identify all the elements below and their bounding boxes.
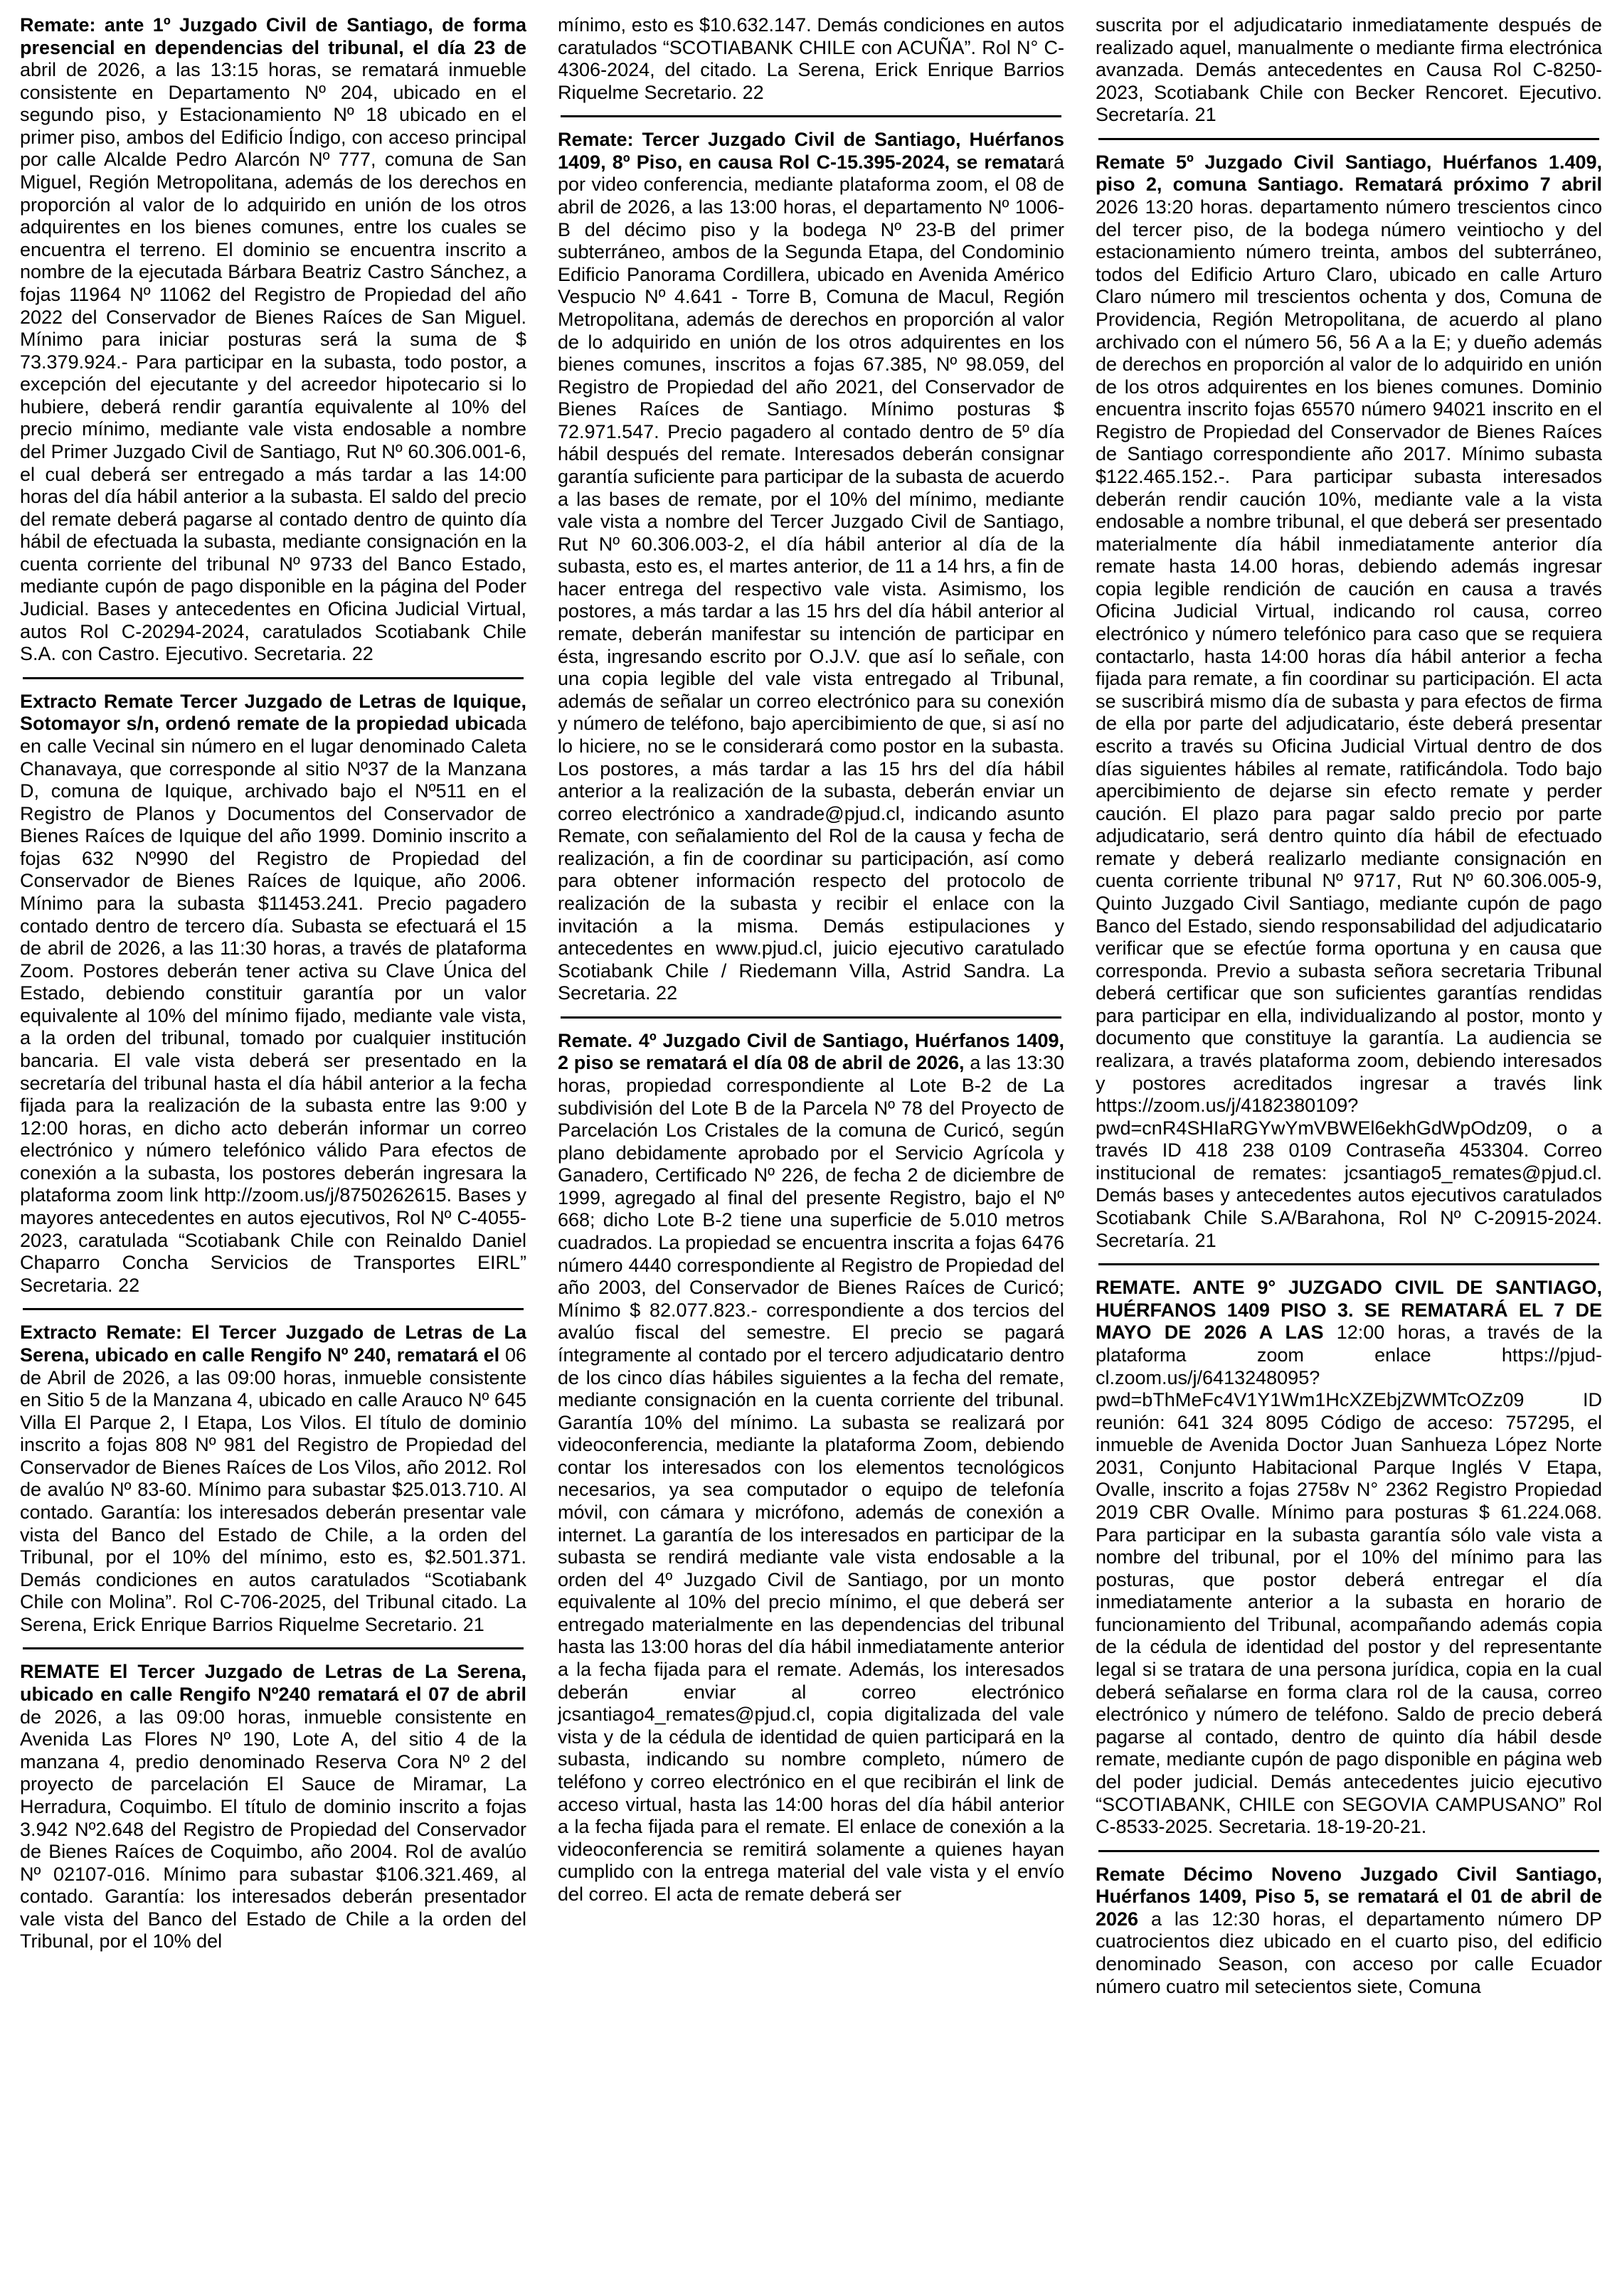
notice-separator	[1098, 138, 1599, 140]
notice-continuation	[1096, 14, 1602, 127]
notice-body: da en calle Vecinal sin número en el lugar denominado Caleta Chanavaya, que corresponde al sitio Nº37 de la Manzana D, comuna de Iquique, archivado bajo el Nº511 en el Registro de Planos y Documentos del Conservador de Bienes Raíces de Iquique del año 1999. Dominio inscrito a fojas 632 Nº990 del Registro de Propiedad del Conservador de Bienes Raíces de Iquique, año 2006. Mínimo para la subasta $11453.241. Precio pagadero contado dentro de tercero día. Subasta se efectuará el 15 de abril de 2026, a las 11:30 horas, a través de plataforma Zoom. Postores deberán tener activa su Clave Única del Estado, debiendo constituir garantía por un valor equivalente al 10% del mínimo fijado, mediante vale vista, a la orden del tribunal, tomado por cualquier institución bancaria. El vale vista deberá ser presentado en la secretaría del tribunal hasta el día hábil anterior a la fecha fijada para la realización de la subasta entre las 9:00 y 12:00 horas, en dicho acto deberán informar un correo electrónico y número telefónico válido Para efectos de conexión a la subasta, los postores deberán ingresara la plataforma zoom link http://zoom.us/j/8750262615. Bases y mayores antecedentes en autos ejecutivos, Rol Nº C-4055-2023, caratulada “Scotiabank Chile con Reinaldo Daniel Chaparro Concha Servicios de Transportes EIRL” Secretaria. 22	[20, 713, 526, 1296]
notice-separator	[561, 115, 1061, 117]
notice-body: suscrita por el adjudicatario inmediatamente después de realizado aquel, manualmente o mediante firma electrónica avanzada. Demás antecedentes en Causa Rol C-8250-2023, Scotiabank Chile con Becker Rencoret. Ejecutivo. Secretaría. 21	[1096, 14, 1602, 126]
notice-body: rá por video conferencia, mediante plataforma zoom, el 08 de abril de 2026, a las 13:00 horas, el departamento Nº 1006-B del décimo piso y la bodega Nº 23-B del primer subterráneo, ambos de la Segunda Etapa, del Condominio Edificio Panorama Cordillera, ubicado en Avenida Américo Vespucio Nº 4.641 - Torre B, Comuna de Macul, Región Metropolitana, además de derechos en proporción al valor de lo adquirido en unión de los otros adquirentes en los bienes comunes, inscritos a fojas 67.385, Nº 98.059, del Registro de Propiedad del año 2021, del Conservador de Bienes Raíces de Santiago. Mínimo posturas $ 72.971.547. Precio pagadero al contado dentro de 5º día hábil después del remate. Interesados deberán consignar garantía suficiente para participar de la subasta de acuerdo a las bases de remate, por el 10% del mínimo, mediante vale vista a nombre del Tercer Juzgado Civil de Santiago, Rut Nº 60.306.003-2, el día hábil anterior al día de la subasta, esto es, el martes anterior, de 11 a 14 hrs, a fin de hacer entrega del respectivo vale vista. Asimismo, los postores, a más tardar a las 15 hrs del día hábil anterior al remate, deberán manifestar su intención de participar en ésta, ingresando escrito por O.J.V. que así lo señale, con una copia legible del vale vista entregado al Tribunal, además de señalar un correo electrónico para su conexión y número de teléfono, bajo apercibimiento de que, si así no lo hiciere, no se le considerará como postor en la subasta. Los postores, a más tardar a las 15 hrs del día hábil anterior a la realización de la subasta, deberán enviar un correo electrónico a xandrade@pjud.cl, indicando asunto Remate, con señalamiento del Rol de la causa y fecha de realización, a fin de coordinar su participación, así como para obtener información respecto del protocolo de realización de la subasta y recibir el enlace con la invitación a la misma. Demás estipulaciones y antecedentes en www.pjud.cl, juicio ejecutivo caratulado Scotiabank Chile / Riedemann Villa, Astrid Sandra. La Secretaria. 22	[558, 151, 1064, 1004]
notice-separator	[1098, 1263, 1599, 1265]
notice	[1096, 1864, 1602, 1998]
notice-lead: Remate. 4º Juzgado Civil de Santiago, Huérfanos 1409, 2 piso se rematará el día 08 de abril de 2026,	[558, 1029, 1064, 1074]
column-1	[20, 14, 526, 2282]
notice	[20, 1661, 526, 1953]
notice	[1096, 152, 1602, 1252]
column-3	[1096, 14, 1602, 2282]
column-2	[558, 14, 1064, 2282]
notice	[558, 1030, 1064, 1906]
notice-lead: Remate: Tercer Juzgado Civil de Santiago, Huérfanos 1409, 8º Piso, en causa Rol C-15.395-2024, se remata	[558, 129, 1064, 173]
notice-lead: Extracto Remate Tercer Juzgado de Letras de Iquique, Sotomayor s/n, ordenó remate de la propiedad ubica	[20, 690, 526, 735]
notice-separator	[23, 1647, 524, 1649]
notice-body: 06 de Abril de 2026, a las 09:00 horas, inmueble consistente en Sitio 5 de la Manzana 4, ubicado en calle Arauco Nº 645 Villa El Parque 2, I Etapa, Los Vilos. El título de dominio inscrito a fojas 808 Nº 981 del Registro de Propiedad del Conservador de Bienes Raíces de Los Vilos, año 2012. Rol de avalúo Nº 83-60. Mínimo para subastar $25.013.710. Al contado. Garantía: los interesados deberán presentar vale vista del Banco del Estado de Chile, a la orden del Tribunal, por el 10% del mínimo, esto es, $2.501.371. Demás condiciones en autos caratulados “Scotiabank Chile con Molina”. Rol C-706-2025, del Tribunal citado. La Serena, Erick Enrique Barrios Riquelme Secretario. 21	[20, 1344, 526, 1635]
notice-separator	[23, 1308, 524, 1310]
notice-separator	[1098, 1850, 1599, 1852]
notice-lead: Extracto Remate: El Tercer Juzgado de Letras de La Serena, ubicado en calle Rengifo Nº 240, rematará el	[20, 1322, 526, 1366]
notice-separator	[23, 677, 524, 679]
notice-body: abril de 2026, a las 13:15 horas, se rematará inmueble consistente en Departamento Nº 204, ubicado en el segundo piso, y Estacionamiento Nº 18 ubicado en el primer piso, ambos del Edificio Índigo, con acceso principal por calle Alcalde Pedro Alarcón Nº 777, comuna de San Miguel, Región Metropolitana, además de los derechos en proporción al valor de lo adquirido en unión de los otros adquirentes en los bienes comunes, entre los cuales se encuentra el terreno. El dominio se encuentra inscrito a nombre de la ejecutada Bárbara Beatriz Castro Sánchez, a fojas 11964 Nº 11062 del Registro de Propiedad del año 2022 del Conservador de Bienes Raíces de San Miguel. Mínimo para iniciar posturas será la suma de $ 73.379.924.- Para participar en la subasta, todo postor, a excepción del ejecutante y del acreedor hipotecario si lo hubiere, deberá rendir garantía equivalente al 10% del precio mínimo, mediante vale vista endosable a nombre del Primer Juzgado Civil de Santiago, Rut Nº 60.306.001-6, el cual deberá ser entregado a más tardar a las 14:00 horas del día hábil anterior a la subasta. El saldo del precio del remate deberá pagarse al contado dentro de quinto día hábil de efectuada la subasta, mediante consignación en la cuenta corriente del tribunal Nº 9733 del Banco Estado, mediante cupón de pago disponible en la página del Poder Judicial. Bases y antecedentes en Oficina Judicial Virtual, autos Rol C-20294-2024, caratulados Scotiabank Chile S.A. con Castro. Ejecutivo. Secretaria. 22	[20, 59, 526, 665]
notice-lead: Remate 5º Juzgado Civil Santiago, Huérfanos 1.409, piso 2, comuna Santiago. Rematará próximo 7 abril	[1096, 151, 1602, 196]
notice	[1096, 1277, 1602, 1838]
notice-lead: REMATE. ANTE 9° JUZGADO CIVIL DE SANTIAGO, HUÉRFANOS 1409 PISO 3. SE REMATARÁ EL 7 DE MAYO DE 2026 A LAS	[1096, 1277, 1602, 1344]
notice-continuation	[558, 14, 1064, 104]
notice	[20, 1322, 526, 1636]
notice-body: a las 12:30 horas, el departamento número DP cuatrocientos diez ubicado en el cuarto piso, del edificio denominado Season, con acceso por calle Ecuador número cuatro mil setecientos siete, Comuna	[1096, 1908, 1602, 1997]
notice-body: mínimo, esto es $10.632.147. Demás condiciones en autos caratulados “SCOTIABANK CHILE con ACUÑA”. Rol N° C-4306-2024, del citado. La Serena, Erick Enrique Barrios Riquelme Secretario. 22	[558, 14, 1064, 103]
notice-body: a las 13:30 horas, propiedad correspondiente al Lote B-2 de La subdivisión del Lote B de la Parcela Nº 78 del Proyecto de Parcelación Los Cristales de la comuna de Curicó, según plano debidamente aprobado por el Servicio Agrícola y Ganadero, Certificado Nº 226, de fecha 2 de diciembre de 1999, agregado al final del presente Registro, bajo el Nº 668; dicho Lote B-2 tiene una superficie de 5.010 metros cuadrados. La propiedad se encuentra inscrita a fojas 6476 número 4440 correspondiente al Registro de Propiedad del año 2003, del Conservador de Bienes Raíces de Curicó; Mínimo $ 82.077.823.- correspondiente a dos tercios del avalúo fiscal del semestre. El precio se pagará íntegramente al contado por el tercero adjudicatario dentro de los cinco días hábiles siguientes a la fecha del remate, mediante consignación en la cuenta corriente del tribunal. Garantía 10% del mínimo. La subasta se realizará por videoconferencia, mediante la plataforma Zoom, debiendo contar los interesados con los elementos tecnológicos necesarios, ya sea computador o equipo de telefonía móvil, con cámara y micrófono, además de conexión a internet. La garantía de los interesados en participar de la subasta se rendirá mediante vale vista endosable a la orden del 4º Juzgado Civil de Santiago, por un monto equivalente al 10% del precio mínimo, el que deberá ser entregado materialmente en las dependencias del tribunal hasta las 13:00 horas del día hábil inmediatamente anterior a la fecha fijada para el remate. Además, los interesados deberán enviar al correo electrónico jcsantiago4_remates@pjud.cl, copia digitalizada del vale vista y de la cédula de identidad de quien participará en la subasta, indicando su nombre completo, número de teléfono y correo electrónico en el que recibirán el link de acceso virtual, hasta las 14:00 horas del día hábil anterior a la fecha fijada para el remate. El enlace de conexión a la videoconferencia se remitirá solamente a quienes hayan cumplido con la entrega material del vale vista y el envío del correo. El acta de remate deberá ser	[558, 1052, 1064, 1905]
notice-body: 2026 13:20 horas. departamento número trescientos cinco del tercer piso, de la bodega número veintiocho y del estacionamiento número treinta, ambos del subterráneo, todos del Edificio Arturo Claro, ubicado en calle Arturo Claro número mil trescientos ochenta y dos, Comuna de Providencia, Región Metropolitana, de acuerdo al plano archivado con el número 56, 56 A a la E; y dueño además de derechos en proporción al valor de lo adquirido en unión de los otros adquirentes en los bienes comunes. Dominio encuentra inscrito fojas 65570 número 94021 inscrito en el Registro de Propiedad del Conservador de Bienes Raíces de Santiago correspondiente año 2017. Mínimo subasta $122.465.152.-. Para participar subasta interesados deberán rendir caución 10%, mediante vale a la vista endosable a nombre tribunal, el que deberá ser presentado materialmente día hábil inmediatamente anterior día remate hasta 14.00 horas, debiendo además ingresar copia legible rendición de caución en causa a través Oficina Judicial Virtual, indicando rol causa, correo electrónico y número telefónico para caso que se requiera contactarlo, hasta 14:00 horas día hábil anterior a fecha fijada para remate, a fin coordinar su participación. El acta se suscribirá mismo día de subasta y para efectos de firma de ella por parte del adjudicatario, éste deberá presentar escrito a través su Oficina Judicial Virtual dentro de dos días siguientes hábiles al remate, ratificándola. Todo bajo apercibimiento de dejarse sin efecto remate y perder caución. El plazo para pagar saldo precio por parte adjudicatario, será dentro quinto día hábil de efectuado remate y deberá realizarlo mediante consignación en cuenta corriente tribunal Nº 9717, Rut Nº 60.306.005-9, Quinto Juzgado Civil Santiago, mediante cupón de pago Banco del Estado, siendo responsabilidad del adjudicatario verificar que se efectúe forma oportuna y en causa que corresponda. Previo a subasta señora secretaria Tribunal deberá certificar que son suficientes garantías rendidas para participar en ella, individualizando al postor, monto y documento que constituye la garantía. La audiencia se realizara, a través plataforma zoom, debiendo interesados y postores acreditados ingresar a través link https://zoom.us/j/4182380109?pwd=cnR4SHIaRGYwYmVBWEl6ekhGdWpOdz09, o a través ID 418 238 0109 Contraseña 453304. Correo institucional de remates: jcsantiago5_remates@pjud.cl. Demás bases y antecedentes autos ejecutivos caratulados Scotiabank Chile S.A/Barahona, Rol Nº C-20915-2024. Secretaría. 21	[1096, 196, 1602, 1251]
notice-body: 12:00 horas, a través de la plataforma zoom enlace https://pjud-cl.zoom.us/j/6413248095?pwd=bThMeFc4V1Y1Wm1HcXZEbjZWMTcOZz09 ID reunión: 641 324 8095 Código de acceso: 757295, el inmueble de Avenida Doctor Juan Sanhueza López Norte 2031, Conjunto Habitacional Parque Inglés V Etapa, Ovalle, inscrito a fojas 2758v N° 2362 Registro Propiedad 2019 CBR Ovalle. Mínimo para posturas $ 61.224.068. Para participar en la subasta garantía sólo vale vista a nombre del tribunal, por el 10% del mínimo para las posturas, que postor deberá entregar el día inmediatamente anterior a la subasta en horario de funcionamiento del Tribunal, acompañando además copia de la cédula de identidad del postor y del representante legal si se tratara de una persona jurídica, copia en la cual deberá señalarse en forma clara rol de la causa, correo electrónico y número de teléfono. Saldo de precio deberá pagarse al contado, dentro de quinto día hábil desde remate, mediante cupón de pago disponible en página web del poder judicial. Demás antecedentes juicio ejecutivo “SCOTIABANK, CHILE con SEGOVIA CAMPUSANO” Rol C-8533-2025. Secretaria. 18-19-20-21.	[1096, 1322, 1602, 1838]
notice	[558, 129, 1064, 1005]
notice	[20, 691, 526, 1297]
notice	[20, 14, 526, 666]
notice-lead: REMATE El Tercer Juzgado de Letras de La Serena, ubicado en calle Rengifo Nº240 rematará el 07 de abril	[20, 1661, 526, 1706]
notice-lead: Remate: ante 1º Juzgado Civil de Santiago, de forma presencial en dependencias del tribunal, el día 23 de	[20, 14, 526, 58]
notice-separator	[561, 1016, 1061, 1019]
notice-lead: Remate Décimo Noveno Juzgado Civil Santiago, Huérfanos 1409, Piso 5, se rematará el 01 de abril de 2026	[1096, 1863, 1602, 1930]
notice-body: de 2026, a las 09:00 horas, inmueble consistente en Avenida Las Flores Nº 190, Lote A, del sitio 4 de la manzana 4, predio denominado Reserva Cora Nº 2 del proyecto de parcelación El Sauce de Miramar, La Herradura, Coquimbo. El título de dominio inscrito a fojas 3.942 Nº2.648 del Registro de Propiedad del Conservador de Bienes Raíces de Coquimbo, año 2004. Rol de avalúo Nº 02107-016. Mínimo para subastar $106.321.469, al contado. Garantía: los interesados deberán presentador vale vista del Banco del Estado de Chile a la orden del Tribunal, por el 10% del	[20, 1706, 526, 1952]
